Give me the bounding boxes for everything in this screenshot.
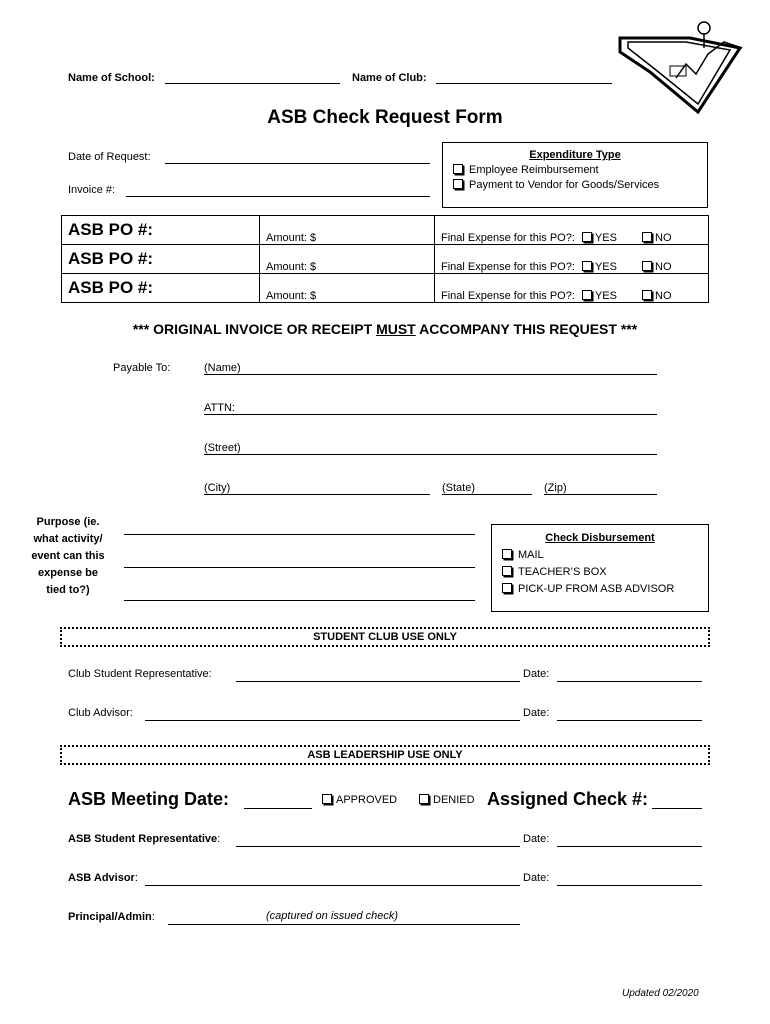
club-rep-date-label: Date: [523, 668, 550, 680]
disbursement-option-teacher-box[interactable] [502, 566, 708, 578]
form-title: ASB Check Request Form [267, 107, 503, 128]
invoice-notice [0, 321, 770, 337]
po-row [62, 216, 709, 245]
invoice-label: Invoice #: [68, 184, 116, 196]
po-label: ASB PO #: [62, 216, 260, 245]
notice-suffix: ACCOMPANY THIS REQUEST *** [415, 321, 638, 337]
po-final-expense [435, 274, 709, 303]
expenditure-option-label: Payment to Vendor for Goods/Services [469, 179, 660, 191]
disbursement-option-label: PICK-UP FROM ASB ADVISOR [518, 583, 675, 595]
checkbox-icon[interactable] [453, 164, 463, 174]
approved-label: APPROVED [336, 794, 398, 806]
checkbox-icon[interactable] [502, 549, 512, 559]
no-label: NO [655, 261, 672, 273]
expenditure-option-vendor[interactable] [453, 179, 707, 191]
po-amount[interactable]: Amount: $ [260, 274, 435, 303]
denied-label: DENIED [433, 794, 475, 806]
notice-prefix: *** ORIGINAL INVOICE OR RECEIPT [132, 321, 377, 337]
po-label: ASB PO #: [62, 245, 260, 274]
zip-label: (Zip) [544, 482, 567, 494]
no-label: NO [655, 232, 672, 244]
checkbox-icon[interactable] [419, 794, 429, 804]
payee-name-field[interactable] [204, 374, 657, 375]
yes-checkbox-icon[interactable] [582, 261, 592, 271]
checkbox-icon[interactable] [453, 179, 463, 189]
name-of-school-field[interactable] [165, 83, 340, 84]
disbursement-option-mail[interactable] [502, 549, 708, 561]
asb-leadership-use-bar: ASB LEADERSHIP USE ONLY [60, 745, 710, 765]
invoice-field[interactable] [126, 196, 430, 197]
asb-rep-field[interactable] [236, 846, 520, 847]
updated-date: Updated 02/2020 [622, 988, 699, 999]
student-club-use-bar: STUDENT CLUB USE ONLY [60, 627, 710, 647]
state-label: (State) [442, 482, 476, 494]
club-advisor-field[interactable] [145, 720, 520, 721]
disbursement-option-pickup[interactable] [502, 583, 708, 595]
street-label: (Street) [204, 442, 241, 454]
asb-advisor-date-label: Date: [523, 872, 550, 884]
po-final-expense [435, 245, 709, 274]
club-rep-label: Club Student Representative: [68, 668, 212, 680]
po-amount[interactable]: Amount: $ [260, 216, 435, 245]
approved-option[interactable] [322, 794, 397, 806]
assigned-check-field[interactable] [652, 808, 702, 809]
final-expense-label: Final Expense for this PO?: [441, 232, 575, 244]
expenditure-type-box [442, 142, 708, 208]
club-advisor-label: Club Advisor: [68, 707, 133, 719]
principal-label-wrap: Principal/Admin: [68, 911, 155, 923]
expenditure-option-label: Employee Reimbursement [469, 164, 599, 176]
captured-note: (captured on issued check) [266, 910, 399, 922]
asb-rep-label-wrap: ASB Student Representative: [68, 833, 221, 845]
asb-meeting-date-label: ASB Meeting Date: [68, 789, 230, 809]
asb-rep-date-field[interactable] [557, 846, 702, 847]
checkbox-icon[interactable] [322, 794, 332, 804]
po-amount[interactable]: Amount: $ [260, 245, 435, 274]
name-of-club-label: Name of Club: [352, 72, 427, 84]
no-checkbox-icon[interactable] [642, 290, 652, 300]
check-disbursement-title: Check Disbursement [545, 532, 655, 544]
po-table [61, 215, 709, 303]
asb-meeting-date-field[interactable] [244, 808, 312, 809]
check-disbursement-box [491, 524, 709, 612]
denied-option[interactable] [419, 794, 475, 806]
asb-rep-date-label: Date: [523, 833, 550, 845]
yes-label: YES [594, 261, 617, 273]
club-rep-field[interactable] [236, 681, 520, 682]
club-rep-date-field[interactable] [557, 681, 702, 682]
purpose-field-line-1[interactable] [124, 534, 475, 535]
purpose-label-line: expense be [38, 567, 98, 579]
yes-checkbox-icon[interactable] [582, 232, 592, 242]
name-of-school-label: Name of School: [68, 72, 155, 84]
po-final-expense [435, 216, 709, 245]
no-checkbox-icon[interactable] [642, 232, 652, 242]
asb-advisor-field[interactable] [145, 885, 520, 886]
final-expense-label: Final Expense for this PO?: [441, 261, 575, 273]
yes-label: YES [594, 290, 617, 302]
po-row [62, 245, 709, 274]
date-of-request-field[interactable] [165, 163, 430, 164]
assigned-check-label: Assigned Check #: [487, 789, 649, 809]
club-advisor-date-field[interactable] [557, 720, 702, 721]
checkbox-icon[interactable] [502, 566, 512, 576]
no-label: NO [655, 290, 672, 302]
yes-checkbox-icon[interactable] [582, 290, 592, 300]
final-expense-label: Final Expense for this PO?: [441, 290, 575, 302]
payable-to-label: Payable To: [113, 362, 171, 374]
street-field[interactable] [204, 454, 657, 455]
disbursement-option-label: TEACHER’S BOX [518, 566, 607, 578]
purpose-field-line-3[interactable] [124, 600, 475, 601]
asb-advisor-label-wrap: ASB Advisor: [68, 872, 138, 884]
no-checkbox-icon[interactable] [642, 261, 652, 271]
attn-field[interactable] [204, 414, 657, 415]
purpose-label-line: event can this [31, 550, 105, 562]
school-logo-icon [616, 18, 756, 116]
asb-rep-label: ASB Student Representative [68, 833, 218, 845]
purpose-label-line: what activity/ [33, 533, 103, 545]
expenditure-type-title: Expenditure Type [529, 149, 621, 161]
state-field[interactable] [442, 494, 532, 495]
city-field[interactable] [204, 494, 430, 495]
purpose-label [20, 514, 116, 599]
name-of-club-field[interactable] [436, 83, 612, 84]
principal-label: Principal/Admin [68, 911, 152, 923]
asb-advisor-label: ASB Advisor [68, 872, 135, 884]
purpose-label-line: tied to?) [46, 584, 90, 596]
principal-field[interactable] [168, 924, 520, 925]
purpose-field-line-2[interactable] [124, 567, 475, 568]
disbursement-option-label: MAIL [518, 549, 544, 561]
checkbox-icon[interactable] [502, 583, 512, 593]
expenditure-option-employee[interactable] [453, 164, 707, 176]
yes-label: YES [594, 232, 617, 244]
po-row [62, 274, 709, 303]
attn-label: ATTN: [204, 402, 235, 414]
date-of-request-label: Date of Request: [68, 151, 151, 163]
purpose-label-line: Purpose (ie. [36, 516, 100, 528]
notice-emphasis: MUST [376, 321, 416, 337]
payee-name-label: (Name) [204, 362, 241, 374]
po-label: ASB PO #: [62, 274, 260, 303]
zip-field[interactable] [544, 494, 657, 495]
club-advisor-date-label: Date: [523, 707, 550, 719]
city-label: (City) [204, 482, 231, 494]
asb-advisor-date-field[interactable] [557, 885, 702, 886]
